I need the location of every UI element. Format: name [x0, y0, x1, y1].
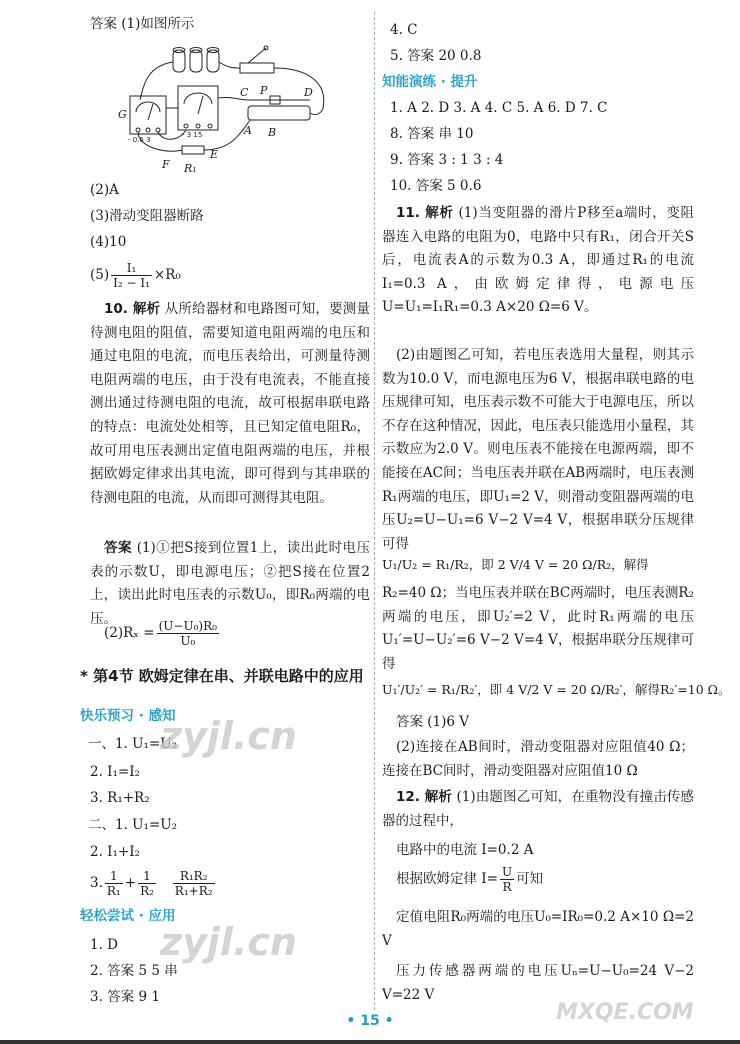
q12-line1: 电路中的电流 I=0.2 A [396, 842, 534, 858]
q12-part1: 12. 解析 (1)由题图乙可知，在重物没有撞击传感器的过程中， [382, 789, 695, 829]
column-divider [374, 12, 375, 1010]
q11-formula1: U₁/U₂ = R₁/R₂，即 2 V/4 V = 20 Ω/R₂，解得 [382, 557, 649, 572]
preview-4: 二、1. U₁=U₂ [88, 817, 178, 833]
bottom-edge [0, 1040, 740, 1044]
right-10: 10. 答案 5 0.6 [390, 178, 482, 194]
label-G: G [118, 108, 127, 121]
chapter-title: * 第4节 欧姆定律在串、并联电路中的应用 [80, 667, 364, 685]
q12-line2: 根据欧姆定律 I= $\frac{U}{R}$ 可知 [396, 865, 544, 894]
right-8: 8. 答案 串 10 [390, 126, 474, 142]
label-A: A [244, 124, 252, 137]
meter1-scale: - 0.6 3 [128, 136, 151, 144]
right-5: 5. 答案 20 0.8 [390, 48, 482, 64]
preview-2: 2. I₁=I₂ [90, 764, 140, 780]
q11-answer-2: (2)连接在AB间时，滑动变阻器对应阻值40 Ω；连接在BC间时，滑动变阻器对应阻值10 Ω [382, 739, 694, 779]
page-number: • 15 • [346, 1013, 394, 1029]
try-2: 2. 答案 5 5 串 [90, 963, 178, 979]
q11-part3: R₂=40 Ω；当电压表并联在BC两端时，电压表测R₂两端的电压，即U₂′=2 V，此时R₁两端的电压U₁′=U−U₂′=6 V−2 V=4 V，根据串联分压规律可得 [382, 585, 694, 672]
right-mc: 1. A 2. D 3. A 4. C 5. A 6. D 7. C [390, 100, 608, 116]
circuit-diagram [118, 38, 346, 174]
try-3: 3. 答案 9 1 [90, 989, 160, 1005]
watermark-1: zyjl.cn [160, 714, 297, 758]
label-C: C [240, 86, 249, 99]
label-R1: R₁ [184, 162, 197, 174]
answer-intro: 答案 (1)如图所示 [90, 16, 195, 32]
meter2-scale: - 3 15 [182, 131, 203, 139]
right-4: 4. C [390, 22, 418, 38]
label-E: E [210, 148, 219, 161]
q12-line3: 定值电阻R₀两端的电压U₀=IR₀=0.2 A×10 Ω=2 V [382, 909, 694, 949]
section-easy-try: 轻松尝试 · 应用 [80, 908, 176, 924]
line-5: (5) $\frac{\text{I₁}}{\text{I₂ − I₁}}$ ×R₀ [90, 261, 181, 290]
q11-part1: 11. 解析 (1)当变阻器的滑片P移至a端时，变阻器连入电路的电阻为0，电路中只有R₁，闭合开关S后，电流表A的示数为0.3 A，即通过R₁的电流I₁=0.3 A，由欧姆定律得，电源电压U=U₁=I₁R₁=0.3 A×20 Ω=6 V。 [382, 205, 694, 316]
q11-formula2: U₁′/U₂′ = R₁/R₂′，即 4 V/2 V = 20 Ω/R₂′，解得R₂′=10 Ω。 [382, 682, 731, 697]
section-happy-preview: 快乐预习 · 感知 [80, 708, 176, 724]
q11-answer: 答案 (1)6 V [396, 714, 470, 730]
section-ability: 知能演练 · 提升 [382, 74, 478, 90]
q11-part2: (2)由题图乙可知，若电压表选用大量程，则其示数为10.0 V，而电源电压为6 V，根据串联电路的电压规律可知，电压表示数不可能大于电源电压，所以不存在这种情况，因此，电压表只能选用小量程，其示数应为2.0 V。则电压表不能接在电源两端，即不能接在AC间；当电压表并联在AB两端时，电压表测R₁两端的电压，即U₁=2 V，则滑动变阻器两端的电压U₂=U−U₁=6 V−2 V=4 V，根据串联分压规律可得 [382, 347, 694, 552]
line-2: (2)A [90, 182, 119, 198]
q10-answer: 答案 (1)①把S接到位置1上，读出此时电压表的示数U，即电源电压；②把S接在位置2上，读出此时电压表的示数U₀，即R₀两端的电压。 [90, 540, 371, 627]
line-3: (3)滑动变阻器断路 [90, 208, 204, 224]
watermark-2: zyjl.cn [160, 920, 297, 964]
line-4: (4)10 [90, 234, 127, 250]
label-B: B [268, 126, 277, 139]
right-9: 9. 答案 3 : 1 3 : 4 [390, 152, 504, 168]
preview-6: 3. $\frac{1}{\text{R₁}}$ + $\frac{1}{\text{R₂}}$ $\frac{\text{R₁R₂}}{\text{R₁+R₂}}$ [90, 869, 213, 898]
q10-analysis: 10. 解析 从所给器材和电路图可知，要测量待测电阻的阻值，需要知道电阻两端的电压和通过电阻的电流，而电压表给出，可测量待测电阻两端的电压，由于没有电流表，不能直接测出通过待测电阻的电流，故可根据串联电路的特点：电流处处相等，且已知定值电阻R₀，故可用电压表测出定值电阻两端的电压，并根据欧姆定律求出其电流，即可得到与其串联的待测电阻的电流，从而即可测得其电阻。 [90, 301, 371, 506]
preview-1: 一、1. U₁=U₂ [88, 736, 178, 752]
preview-5: 2. I₁+I₂ [90, 844, 140, 860]
q12-line4: 压力传感器两端的电压Uₙ=U−U₀=24 V−2 V=22 V [382, 963, 694, 1003]
preview-3: 3. R₁+R₂ [90, 790, 150, 806]
label-P: P [260, 84, 268, 97]
label-F: F [162, 158, 170, 171]
q10-answer-2: (2)Rₓ = $\frac{\text{(U−U₀)R₀}}{\text{U₀}}$ [104, 619, 217, 648]
label-D: D [304, 86, 313, 99]
watermark-3: MXQE.COM [556, 1000, 694, 1025]
try-1: 1. D [90, 937, 118, 953]
